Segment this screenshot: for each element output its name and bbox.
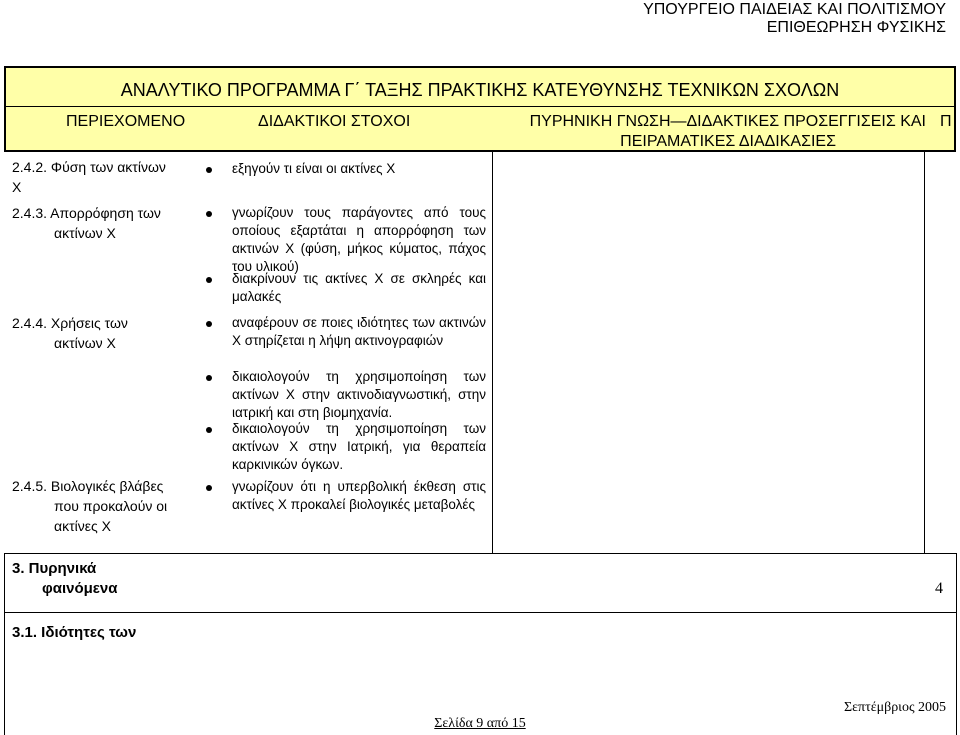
row-divider xyxy=(4,553,956,554)
column-header-core-knowledge-line2: ΠΕΙΡΑΜΑΤΙΚΕΣ ΔΙΑΔΙΚΑΣΙΕΣ xyxy=(620,133,836,150)
content-title: Απορρόφηση των xyxy=(50,205,161,221)
objective-item: γνωρίζουν τους παράγοντες από τους οποίους εξαρτάται η απορρόφηση των ακτινών Χ (φύση, μήκος κύματος, πάχος του υλικού) xyxy=(232,204,486,276)
content-number: 2.4.2. xyxy=(12,159,48,175)
content-item xyxy=(12,476,182,536)
objective-item: δικαιολογούν τη χρησιμοποίηση των ακτίνων Χ στην ακτινοδιαγνωστική, στην ιατρική και στη βιομηχανία. xyxy=(232,368,486,422)
column-header-core-knowledge: ΠΥΡΗΝΙΚΗ ΓΝΩΣΗ—ΔΙΔΑΚΤΙΚΕΣ ΠΡΟΣΕΓΓΙΣΕΙΣ ΚΑΙ xyxy=(529,113,926,130)
bullet-icon xyxy=(206,375,212,381)
bullet-icon xyxy=(206,427,212,433)
objective-item: αναφέρουν σε ποιες ιδιότητες των ακτινών Χ στηρίζεται η λήψη ακτινογραφιών xyxy=(232,314,486,350)
section-heading: 3. Πυρηνικά φαινόμενα xyxy=(12,560,118,597)
content-number: 2.4.5. xyxy=(12,478,48,494)
content-title-cont: ακτίνων Χ xyxy=(54,335,116,351)
content-title-cont: ακτίνες Χ xyxy=(54,518,111,534)
table-border xyxy=(956,553,957,735)
bullet-icon xyxy=(206,211,212,217)
column-divider xyxy=(492,152,493,553)
content-title-cont: ακτίνων Χ xyxy=(54,225,116,241)
subsection-heading: 3.1. Ιδιότητες των xyxy=(12,624,137,641)
column-divider xyxy=(924,152,925,553)
table-title: ΑΝΑΛΥΤΙΚΟ ΠΡΟΓΡΑΜΜΑ Γ΄ ΤΑΞΗΣ ΠΡΑΚΤΙΚΗΣ ΚΑΤΕΥΘΥΝΣΗΣ ΤΕΧΝΙΚΩΝ ΣΧΟΛΩΝ xyxy=(120,80,840,100)
bullet-icon xyxy=(206,321,212,327)
content-title: Φύση των ακτίνων xyxy=(50,159,166,175)
content-item xyxy=(12,313,182,353)
column-header-content: ΠΕΡΙΕΧΟΜΕΝΟ xyxy=(66,113,186,130)
content-number: 2.4.4. xyxy=(12,315,48,331)
content-number: 2.4.3. xyxy=(12,205,48,221)
bullet-icon xyxy=(206,167,212,173)
bullet-icon xyxy=(206,485,212,491)
footer-page-number: Σελίδα 9 από 15 xyxy=(434,716,526,731)
table-border xyxy=(4,553,5,735)
table-header xyxy=(4,66,956,152)
ministry-header: ΥΠΟΥΡΓΕΙΟ ΠΑΙΔΕΙΑΣ ΚΑΙ ΠΟΛΙΤΙΣΜΟΥ xyxy=(643,1,946,18)
footer-date: Σεπτέμβριος 2005 xyxy=(843,700,946,715)
row-divider xyxy=(4,612,956,613)
column-header-objectives: ΔΙΔΑΚΤΙΚΟΙ ΣΤΟΧΟΙ xyxy=(258,113,411,130)
content-item xyxy=(12,157,182,197)
objective-item: γνωρίζουν ότι η υπερβολική έκθεση στις ακτίνες Χ προκαλεί βιολογικές μεταβολές xyxy=(232,478,486,514)
column-header-periods: Π xyxy=(940,113,952,130)
bullet-icon xyxy=(206,277,212,283)
section-periods: 4 xyxy=(935,580,943,597)
objective-item: διακρίνουν τις ακτίνες Χ σε σκληρές και μαλακές xyxy=(232,270,486,306)
objective-item: εξηγούν τι είναι οι ακτίνες Χ xyxy=(232,160,486,178)
content-title-cont: που προκαλούν οι xyxy=(54,498,168,514)
content-item xyxy=(12,203,182,243)
content-title: Χρήσεις των xyxy=(50,315,128,331)
inspectorate-header: ΕΠΙΘΕΩΡΗΣΗ ΦΥΣΙΚΗΣ xyxy=(766,19,946,36)
content-title: Βιολογικές βλάβες xyxy=(50,478,164,494)
content-title-cont: Χ xyxy=(12,179,22,195)
objective-item: δικαιολογούν τη χρησιμοποίηση των ακτίνων Χ στην Ιατρική, για θεραπεία καρκινικών όγκων. xyxy=(232,420,486,474)
